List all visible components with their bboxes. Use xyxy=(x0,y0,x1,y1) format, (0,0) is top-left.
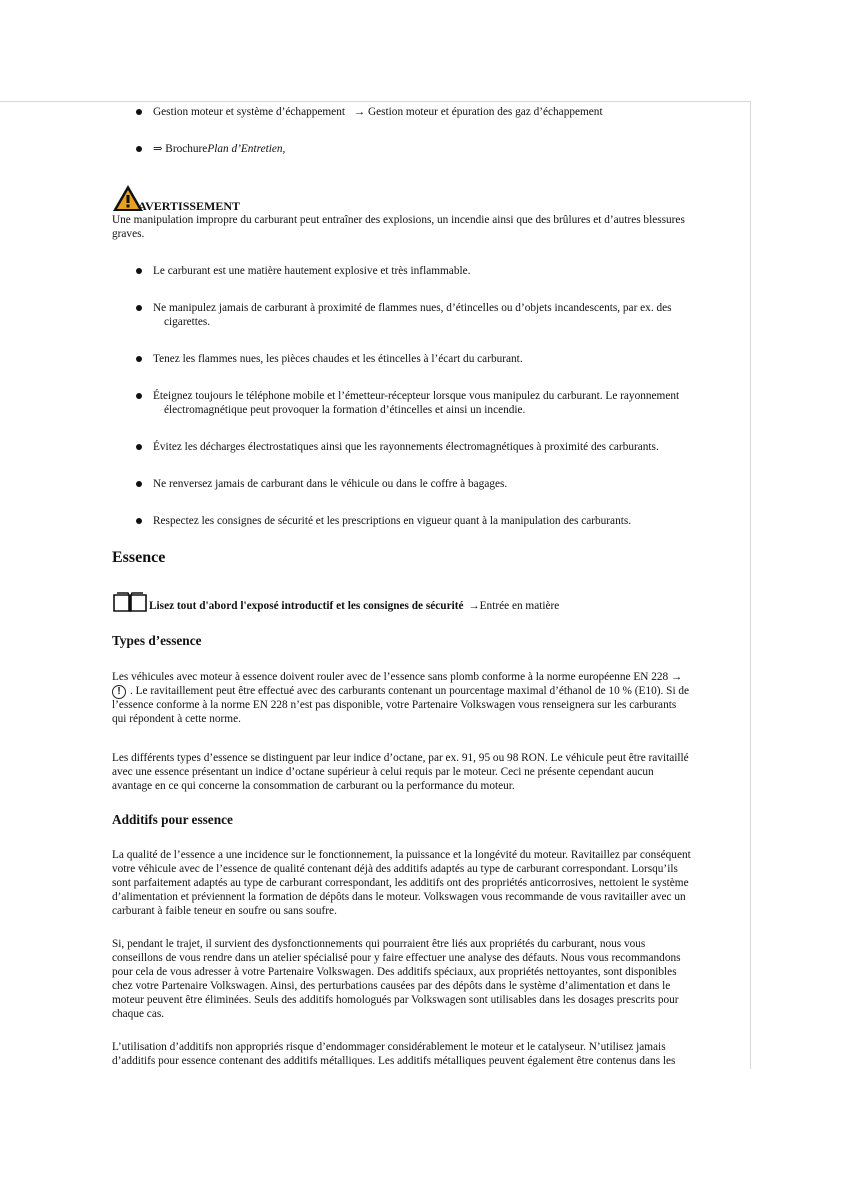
list-item xyxy=(136,440,659,454)
paragraph xyxy=(112,1040,738,1068)
list-item-text-continued: électromagnétique peut provoquer la formation d’étincelles et ainsi un incendie. xyxy=(164,404,526,416)
bullet-icon xyxy=(136,393,142,399)
paragraph xyxy=(112,937,738,1021)
paragraph-line: avantage en ce qui concerne la consommation de carburant ou la performance du moteur. xyxy=(112,780,515,792)
warning-text xyxy=(112,213,738,241)
paragraph-line: carburant à faible teneur en soufre ou sans soufre. xyxy=(112,905,337,917)
paragraph-line: Les différents types d’essence se distinguent par leur indice d’octane, par ex. 91, 95 ou 98 RON. Le véhicule peut être ravitaillé xyxy=(112,752,689,764)
bullet-icon xyxy=(136,356,142,362)
list-item-text: Respectez les consignes de sécurité et les prescriptions en vigueur quant à la manipulation des carburants. xyxy=(153,515,632,527)
paragraph xyxy=(112,670,738,726)
bullet-icon xyxy=(136,305,142,311)
list-item-text-continued: cigarettes. xyxy=(164,316,211,328)
paragraph-line: . Le ravitaillement peut être effectué avec des carburants contenant un pourcentage maximal d’éthanol de 10 % (E10). Si de xyxy=(130,685,690,697)
list-item xyxy=(136,514,631,528)
bullet-icon xyxy=(136,518,142,524)
arrow-icon: → xyxy=(468,600,480,612)
paragraph-line: L’utilisation d’additifs non appropriés risque d’endommager considérablement le moteur et le catalyseur. N’utilisez jamais xyxy=(112,1041,666,1053)
paragraph-line: moteur peuvent être éliminées. Seuls des additifs homologués par Volkswagen sont utilisables dans les dosages prescrits pour xyxy=(112,994,679,1006)
subsection-title: Types d’essence xyxy=(112,633,202,648)
bullet-icon xyxy=(136,481,142,487)
bullet-icon xyxy=(136,109,142,115)
section-title: Essence xyxy=(112,549,166,566)
paragraph-line: l’essence conforme à la norme EN 228 n’est pas disponible, votre Partenaire Volkswagen vous renseignera sur les carburants xyxy=(112,699,677,711)
list-item-text: Le carburant est une matière hautement explosive et très inflammable. xyxy=(153,265,471,277)
intro-bold-text: Lisez tout d'abord l'exposé introductif et les consignes de sécurité xyxy=(149,600,464,612)
list-item-text: Évitez les décharges électrostatiques ainsi que les rayonnements électromagnétiques à proximité des carburants. xyxy=(153,441,659,453)
list-item xyxy=(136,301,672,329)
list-item xyxy=(136,477,507,491)
list-item-text: Gestion moteur et système d’échappement xyxy=(153,106,345,118)
paragraph-line: chaque cas. xyxy=(112,1008,165,1020)
intro-reference-link[interactable]: Entrée en matière xyxy=(479,600,560,612)
list-item-text: Éteignez toujours le téléphone mobile et l’émetteur-récepteur lorsque vous manipulez du carburant. Le rayonnement xyxy=(153,390,680,402)
bullet-icon xyxy=(136,268,142,274)
list-item xyxy=(136,105,603,119)
paragraph-line: pour cela de vous adresser à votre Partenaire Volkswagen. Des additifs spéciaux, aux propriétés nettoyantes, sont disponibles xyxy=(112,966,677,978)
paragraph-line: sont parfaitement adaptés au type de carburant correspondant, les additifs ont des propriétés anticorrosives, nettoient le système xyxy=(112,877,689,889)
paragraph-line: avec une essence présentant un indice d’octane supérieur à celui requis par le moteur. Ceci ne présente cependant aucun xyxy=(112,766,654,778)
paragraph-line: d’alimentation et préviennent la formation de dépôts dans le moteur. Volkswagen vous recommande de vous ravitailler avec un xyxy=(112,891,686,903)
list-item xyxy=(136,352,523,366)
paragraph-line: votre véhicule avec de l’essence de qualité contenant déjà des additifs adaptés au type de carburant correspondant. Lorsqu’ils xyxy=(112,863,678,875)
cross-reference-link[interactable]: Gestion moteur et épuration des gaz d’échappement xyxy=(367,106,603,118)
subsection-title: Additifs pour essence xyxy=(112,812,233,827)
list-item xyxy=(136,142,285,156)
book-icon xyxy=(112,591,148,613)
paragraph-line: Les véhicules avec moteur à essence doivent rouler avec de l’essence sans plomb conforme à la norme européenne EN 228 → xyxy=(112,671,683,683)
warning-title: AVERTISSEMENT xyxy=(138,199,241,213)
paragraph-line: Si, pendant le trajet, il survient des dysfonctionnements qui pourraient être liés aux propriétés du carburant, nous vous xyxy=(112,938,646,950)
list-item xyxy=(136,389,679,417)
paragraph-line: conseillons de vous rendre dans un atelier spécialisé pour y faire effectuer une analyse des défauts. Nous vous recommandons xyxy=(112,952,681,964)
list-item xyxy=(136,264,470,278)
bullet-icon xyxy=(136,444,142,450)
caution-icon[interactable]: ! xyxy=(112,685,126,699)
warning-text-line: Une manipulation impropre du carburant peut entraîner des explosions, un incendie ainsi que des brûlures et d’autres blessures xyxy=(112,214,685,226)
paragraph-line: qui répondent à cette norme. xyxy=(112,713,241,725)
list-item-suffix: , xyxy=(282,143,286,155)
paragraph-line: chez votre Partenaire Volkswagen. Ainsi, des perturbations causées par des dépôts dans le système d’alimentation et dans le xyxy=(112,980,671,992)
paragraph xyxy=(112,751,738,793)
paragraph-line: La qualité de l’essence a une incidence sur le fonctionnement, la puissance et la longévité du moteur. Ravitaillez par conséquent xyxy=(112,849,691,861)
list-item-text: Ne renversez jamais de carburant dans le véhicule ou dans le coffre à bagages. xyxy=(153,478,508,490)
warning-text-line: graves. xyxy=(112,228,145,240)
list-item-text: Ne manipulez jamais de carburant à proximité de flammes nues, d’étincelles ou d’objets incandescents, par ex. des xyxy=(153,302,672,314)
arrow-icon: → xyxy=(353,106,366,118)
brochure-title-link[interactable]: Plan d’Entretien xyxy=(207,143,283,155)
paragraph-line: d’additifs pour essence contenant des additifs métalliques. Les additifs métalliques peuvent également être contenus dans les xyxy=(112,1055,676,1067)
list-item-text: Tenez les flammes nues, les pièces chaudes et les étincelles à l’écart du carburant. xyxy=(153,353,523,365)
content-frame xyxy=(0,101,751,1069)
paragraph xyxy=(112,848,738,918)
bullet-icon xyxy=(136,146,142,152)
intro-notice xyxy=(149,599,559,613)
brochure-reference: ⇒ Brochure xyxy=(153,143,208,155)
